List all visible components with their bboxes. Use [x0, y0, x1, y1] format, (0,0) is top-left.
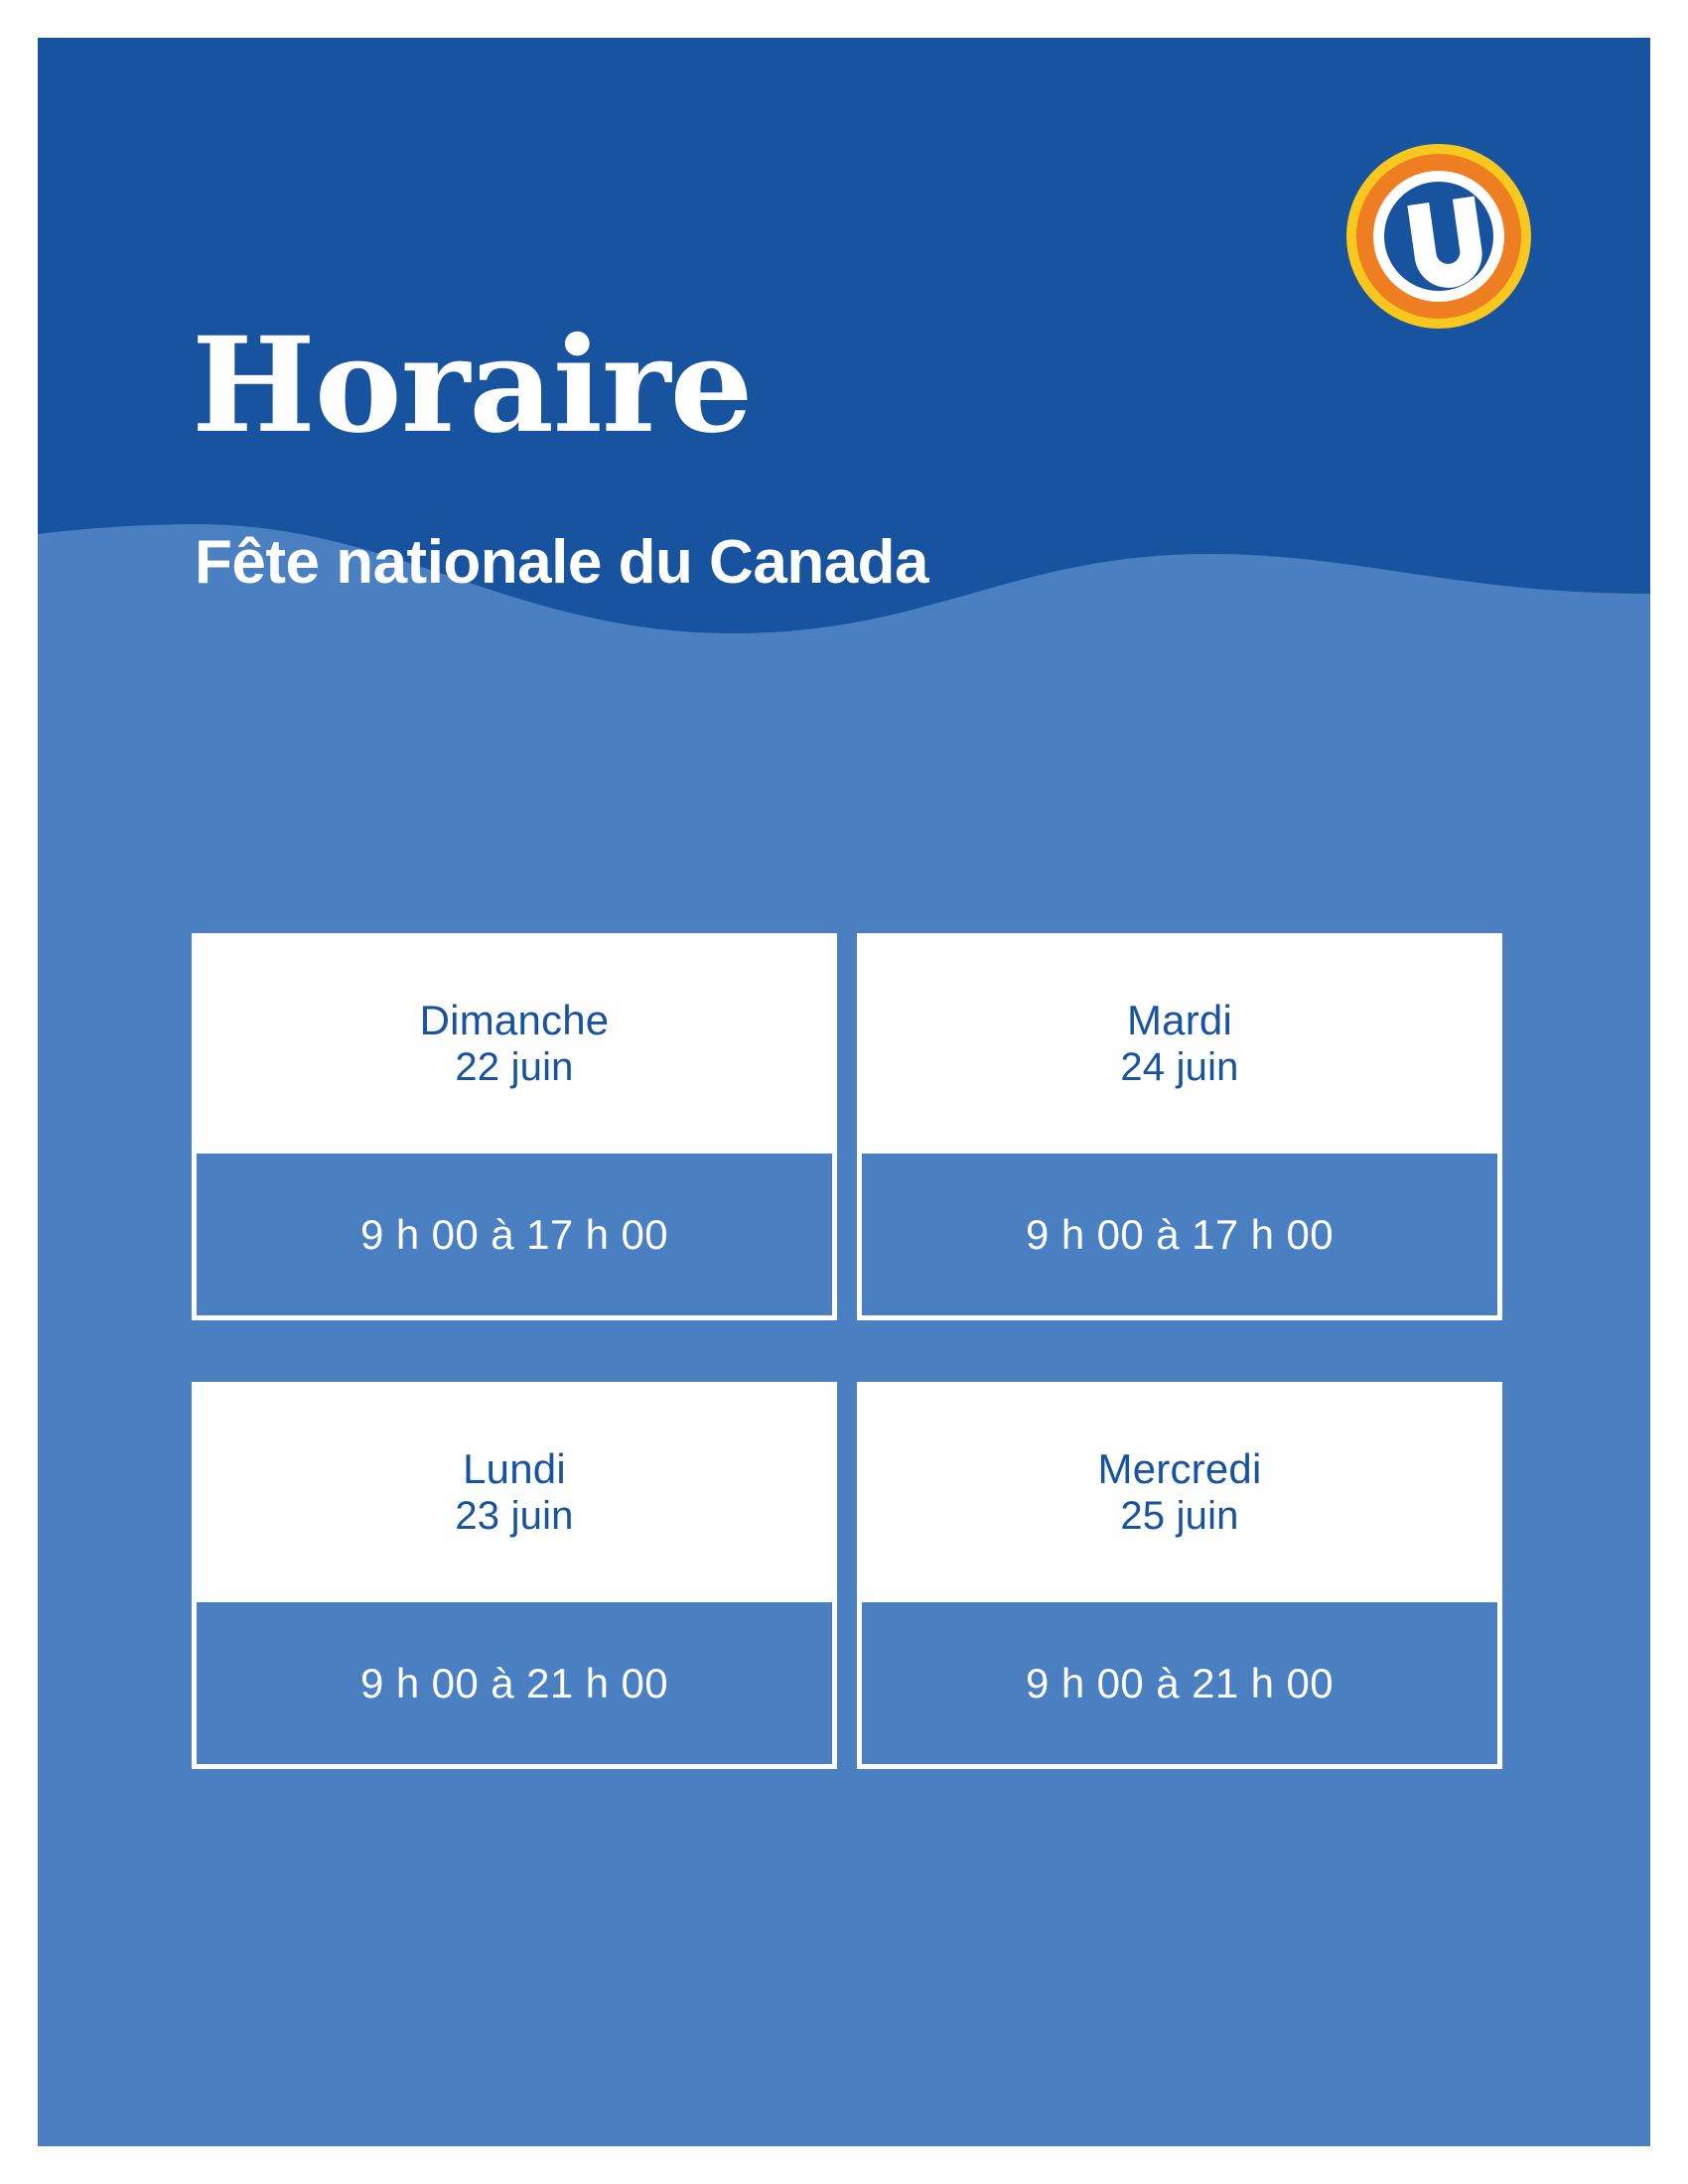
schedule-hours: 9 h 00 à 17 h 00	[197, 1149, 832, 1315]
page-title: Horaire	[192, 309, 753, 463]
schedule-date-label: 25 juin	[1120, 1494, 1239, 1539]
schedule-card-header	[197, 938, 832, 1149]
page-subtitle: Fête nationale du Canada	[195, 528, 929, 597]
schedule-card	[857, 933, 1502, 1320]
schedule-day-label: Mercredi	[1097, 1444, 1262, 1492]
header-text-block	[38, 38, 1650, 693]
schedule-hours: 9 h 00 à 17 h 00	[862, 1149, 1497, 1315]
schedule-card	[857, 1382, 1502, 1769]
poster-header	[38, 38, 1650, 822]
schedule-date-label: 24 juin	[1120, 1045, 1239, 1090]
schedule-card	[192, 1382, 837, 1769]
schedule-day-label: Lundi	[463, 1444, 566, 1492]
schedule-hours: 9 h 00 à 21 h 00	[862, 1597, 1497, 1764]
schedule-hours: 9 h 00 à 21 h 00	[197, 1597, 832, 1764]
logo-mark	[1344, 142, 1533, 331]
schedule-day-label: Dimanche	[419, 996, 610, 1043]
schedule-card-header	[862, 938, 1497, 1149]
schedule-date-label: 23 juin	[455, 1494, 574, 1539]
schedule-card-header	[197, 1387, 832, 1597]
schedule-grid	[192, 933, 1502, 1769]
schedule-card-header	[862, 1387, 1497, 1597]
university-logo-icon	[1344, 142, 1533, 331]
schedule-poster	[38, 38, 1650, 2146]
schedule-day-label: Mardi	[1126, 996, 1233, 1043]
schedule-date-label: 22 juin	[455, 1045, 574, 1090]
schedule-card	[192, 933, 837, 1320]
